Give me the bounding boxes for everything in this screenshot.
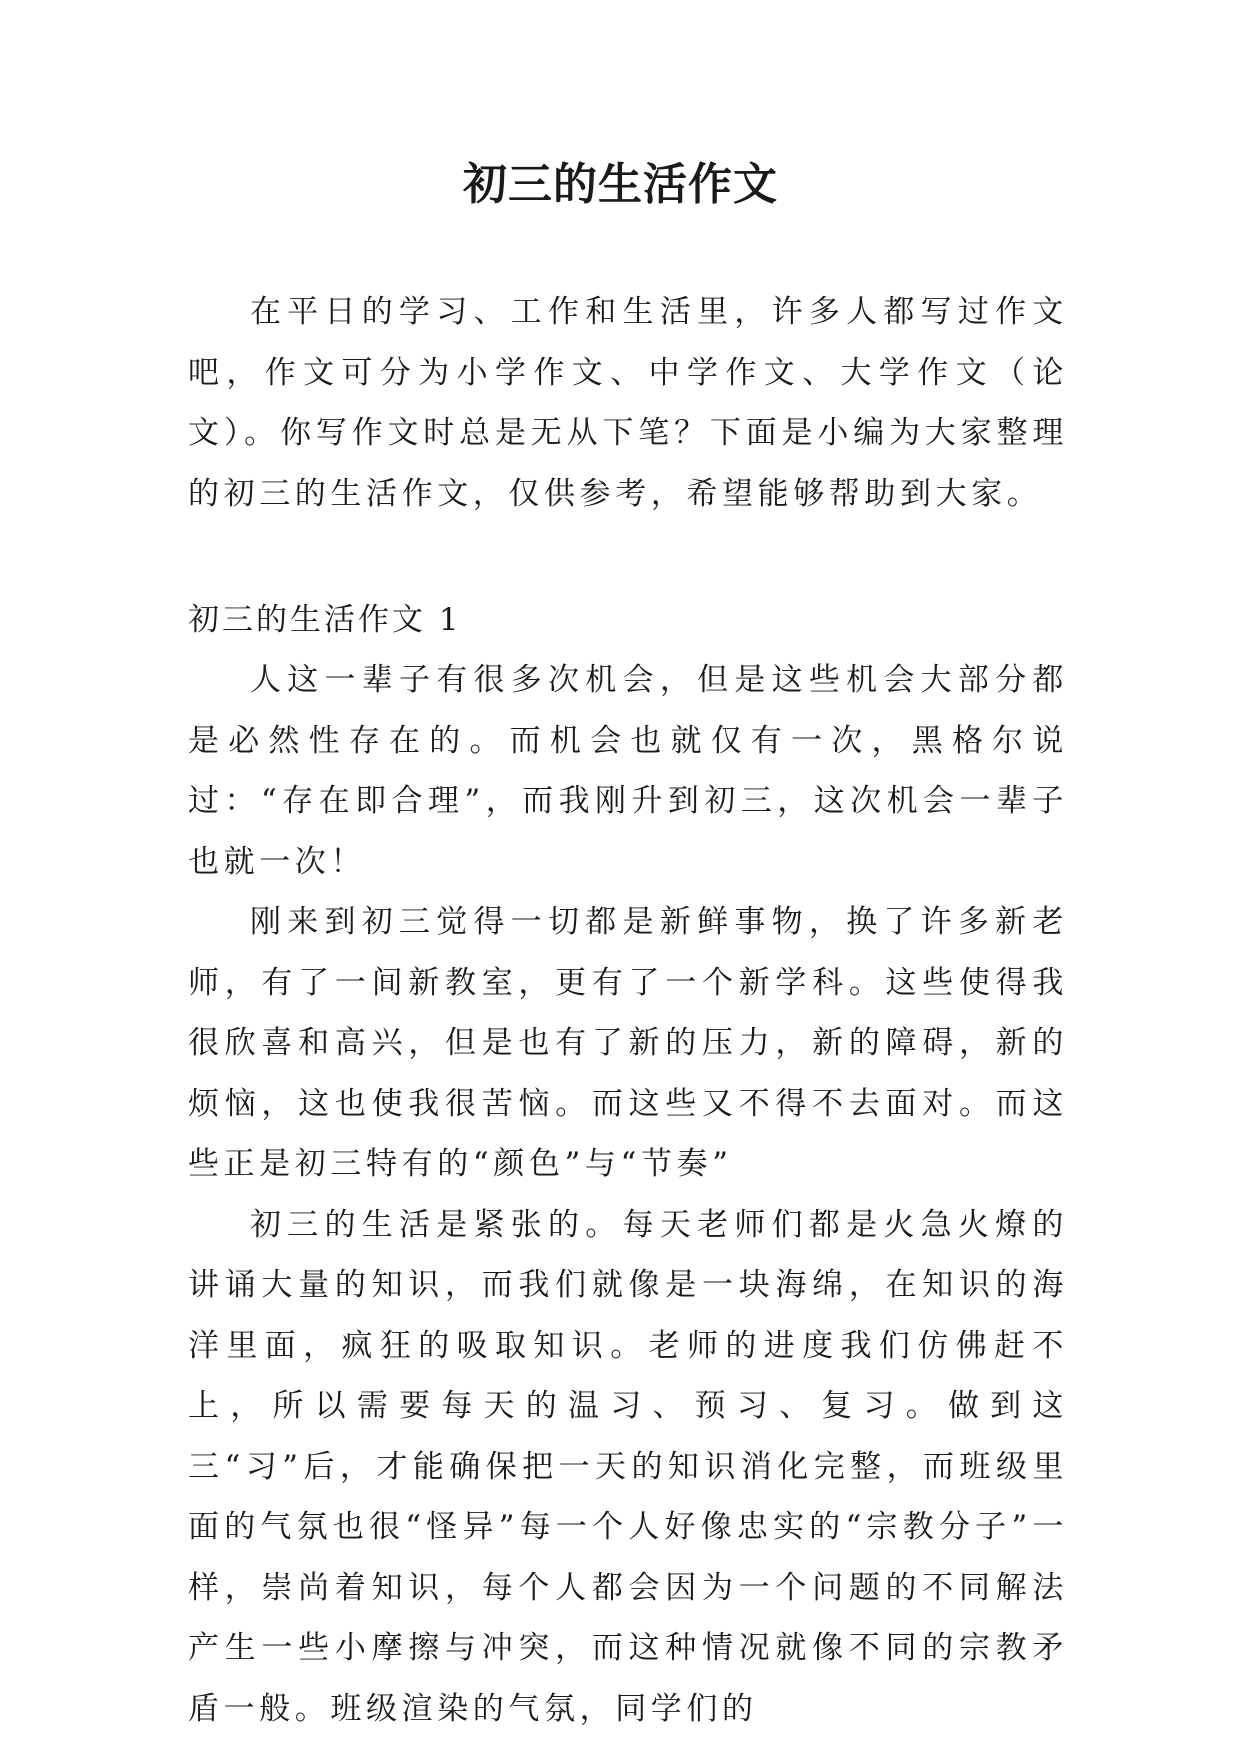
section-heading: 初三的生活作文 1 [188,602,462,638]
document-body [188,282,1068,1739]
body-paragraph: 刚来到初三觉得一切都是新鲜事物，换了许多新老师，有了一间新教室，更有了一个新学科。这些使得我很欣喜和高兴，但是也有了新的压力，新的障碍，新的烦恼，这也使我很苦恼。而这些又不得不去面对。而这些正是初三特有的“颜色”与“节奏” [188,904,1068,1182]
document-title: 初三的生活作文 [463,159,778,210]
body-paragraph: 初三的生活是紧张的。每天老师们都是火急火燎的讲诵大量的知识，而我们就像是一块海绵，在知识的海洋里面，疯狂的吸取知识。老师的进度我们仿佛赶不上，所以需要每天的温习、预习、复习。做到这三“习”后，才能确保把一天的知识消化完整，而班级里面的气氛也很“怪异”每一个人好像忠实的“宗教分子”一样，崇尚着知识，每个人都会因为一个问题的不同解法产生一些小摩擦与冲突，而这种情况就像不同的宗教矛盾一般。班级渲染的气氛，同学们的 [188,1206,1068,1727]
intro-paragraph: 在平日的学习、工作和生活里，许多人都写过作文吧，作文可分为小学作文、中学作文、大学作文（论文）。你写作文时总是无从下笔？下面是小编为大家整理的初三的生活作文，仅供参考，希望能够帮助到大家。 [188,294,1068,512]
body-paragraph: 人这一辈子有很多次机会，但是这些机会大部分都是必然性存在的。而机会也就仅有一次，黑格尔说过：“存在即合理”，而我刚升到初三，这次机会一辈子也就一次！ [188,662,1068,880]
spacer [188,524,1068,590]
